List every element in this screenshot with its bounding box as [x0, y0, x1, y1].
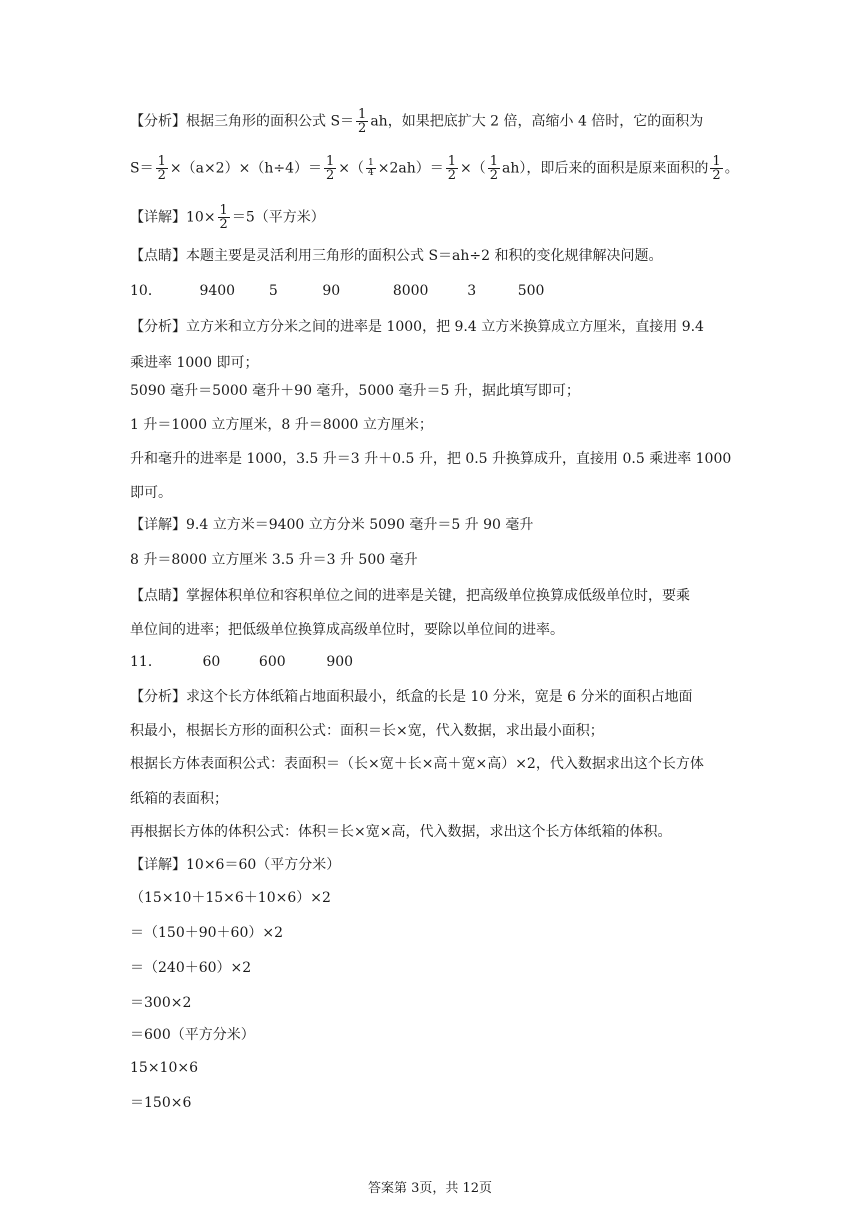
detail-11-line: ＝（240＋60）×2 — [130, 960, 252, 976]
answer-blank: 8000 — [392, 283, 429, 299]
analysis-10-line: 升和毫升的进率是 1000，3.5 升＝3 升＋0.5 升，把 0.5 升换算成升，直接用 0.5 乘进率 1000 — [130, 451, 732, 467]
fraction-half: $\frac{1}{2}$ — [325, 154, 335, 183]
question-10-answers: 10． 9400 5 90 8000 3 500 — [130, 283, 545, 299]
detail-10-line: 【详解】9.4 立方米＝9400 立方分米 5090 毫升＝5 升 90 毫升 — [130, 517, 534, 533]
fraction-half: $\frac{1}{2}$ — [489, 154, 499, 183]
answer-blank: 500 — [517, 283, 545, 299]
detail-11-line: 【详解】10×6＝60（平方分米） — [130, 857, 341, 873]
analysis-11-line: 【分析】求这个长方体纸箱占地面积最小，纸盒的长是 10 分米，宽是 6 分米的面积占地面 — [130, 689, 693, 705]
answer-blank: 5 — [268, 283, 278, 299]
point-10-line: 【点睛】掌握体积单位和容积单位之间的进率是关键，把高级单位换算成低级单位时，要乘 — [130, 588, 690, 604]
analysis-10-line: 【分析】立方米和立方分米之间的进率是 1000，把 9.4 立方米换算成立方厘米，直接用 9.4 — [130, 319, 704, 335]
analysis-10-line: 即可。 — [130, 485, 172, 501]
answer-blank: 600 — [258, 654, 286, 670]
answer-blank: 3 — [467, 283, 477, 299]
fraction-half: $\frac{1}{2}$ — [712, 154, 721, 183]
detail-10-line: 8 升＝8000 立方厘米 3.5 升＝3 升 500 毫升 — [130, 552, 418, 568]
detail-11-line: 15×10×6 — [130, 1060, 198, 1076]
answer-blank: 900 — [326, 654, 354, 670]
fraction-half: $\frac{1}{2}$ — [358, 107, 367, 136]
answer-blank: 60 — [202, 654, 221, 670]
detail-11-line: ＝（150＋90＋60）×2 — [130, 925, 283, 941]
answer-blank: 90 — [322, 283, 341, 299]
fraction-half: $\frac{1}{2}$ — [157, 154, 166, 183]
analysis-10-line: 1 升＝1000 立方厘米，8 升＝8000 立方厘米； — [130, 417, 433, 433]
analysis-10-line: 乘进率 1000 即可； — [130, 355, 259, 371]
analysis-11-line: 纸箱的表面积； — [130, 791, 228, 807]
analysis-11-line: 根据长方体表面积公式：表面积＝（长×宽＋长×高＋宽×高）×2，代入数据求出这个长方体 — [130, 756, 704, 772]
analysis-11-line: 积最小，根据长方形的面积公式：面积＝长×宽，代入数据，求出最小面积； — [130, 723, 604, 739]
fraction-half: $\frac{1}{2}$ — [447, 154, 457, 183]
detail-9: 【详解】10× $\frac{1}{2}$ ＝5（平方米） — [130, 203, 325, 232]
point-9: 【点睛】本题主要是灵活利用三角形的面积公式 S＝ah÷2 和积的变化规律解决问题。 — [130, 248, 663, 264]
fraction-half: $\frac{1}{2}$ — [219, 203, 228, 232]
analysis-9-line-2: S＝ $\frac{1}{2}$ ×（a×2）×（h÷4）＝ $\frac{1}{2}$ ×（ $\frac{1}{4}$ ×2ah）＝ $\frac{1}{2}$ ×（ $\frac{1}{2}$ ah），即后来的面积是原来面积的 $\frac{1}{2}$ 。 — [130, 154, 739, 183]
detail-11-line: ＝300×2 — [130, 995, 192, 1011]
page-footer: 答案第 3页，共 12页 — [367, 1181, 493, 1196]
point-10-line: 单位间的进率；把低级单位换算成高级单位时，要除以单位间的进率。 — [130, 622, 564, 638]
analysis-10-line: 5090 毫升＝5000 毫升＋90 毫升，5000 毫升＝5 升，据此填写即可； — [130, 383, 580, 399]
detail-11-line: （15×10＋15×6＋10×6）×2 — [130, 890, 331, 906]
question-11-answers: 11． 60 600 900 — [130, 654, 354, 670]
analysis-11-line: 再根据长方体的体积公式：体积＝长×宽×高，代入数据，求出这个长方体纸箱的体积。 — [130, 824, 672, 840]
fraction-quarter: $\frac{1}{4}$ — [368, 158, 374, 178]
detail-11-line: ＝150×6 — [130, 1095, 192, 1111]
detail-11-line: ＝600（平方分米） — [130, 1027, 255, 1043]
answer-blank: 9400 — [199, 283, 236, 299]
analysis-9-line-1: 【分析】根据三角形的面积公式 S＝ $\frac{1}{2}$ ah，如果把底扩大 2 倍，高缩小 4 倍时，它的面积为 — [130, 107, 704, 136]
